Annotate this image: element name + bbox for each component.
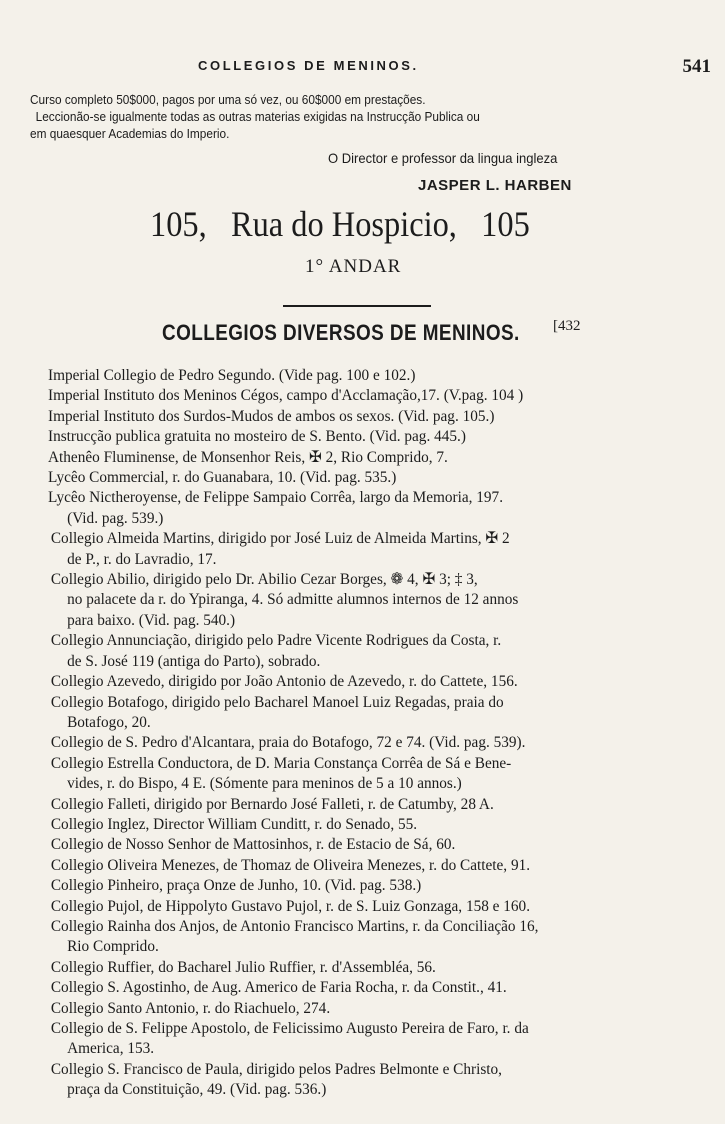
entry-continuation-line: de S. José 119 (antiga do Parto), sobrado. [67, 652, 321, 670]
page-number: 541 [682, 56, 711, 77]
school-entry [48, 693, 688, 734]
entry-line: Imperial Instituto dos Meninos Cégos, campo d'Acclamação,17. (V.pag. 104 ) [48, 387, 524, 405]
entry-line: Collegio Almeida Martins, dirigido por José Luiz de Almeida Martins, ✠ 2 [50, 530, 510, 548]
school-entry [48, 733, 688, 753]
entry-line: Collegio Santo Antonio, r. do Riachuelo, 274. [50, 999, 331, 1017]
entry-line: Collegio Oliveira Menezes, de Thomaz de Oliveira Menezes, r. do Cattete, 91. [50, 856, 531, 874]
ad-line: Leccionão-se igualmente todas as outras materias exigidas na Instrucção Publica ou [35, 110, 480, 124]
school-entry [48, 856, 688, 876]
section-reference: [432 [553, 318, 581, 334]
advertisement-text [30, 92, 690, 143]
school-entry [48, 958, 688, 978]
school-entry [48, 835, 688, 855]
entry-line: Lycêo Commercial, r. do Guanabara, 10. (Vid. pag. 535.) [48, 469, 397, 487]
entry-line: Imperial Collegio de Pedro Segundo. (Vide pag. 100 e 102.) [48, 367, 416, 384]
entry-continuation-line: America, 153. [67, 1040, 155, 1058]
entry-line: Collegio de S. Felippe Apostolo, de Felicissimo Augusto Pereira de Faro, r. da [50, 1020, 529, 1037]
entry-line: Collegio Pujol, de Hippolyto Gustavo Pujol, r. de S. Luiz Gonzaga, 158 e 160. [50, 897, 531, 915]
entry-line: Collegio Annunciação, dirigido pelo Padre Vicente Rodrigues da Costa, r. [50, 632, 502, 650]
entry-continuation-line: vides, r. do Bispo, 4 E. (Sómente para meninos de 5 a 10 annos.) [67, 775, 462, 793]
entry-continuation-line: de P., r. do Lavradio, 17. [67, 550, 217, 568]
entry-line: Lycêo Nictheroyense, de Felippe Sampaio Corrêa, largo da Memoria, 197. [48, 489, 504, 507]
school-entry [48, 366, 688, 386]
section-divider [283, 305, 431, 307]
school-entry [48, 468, 688, 488]
school-entry [48, 529, 688, 570]
entry-line: Collegio Abilio, dirigido pelo Dr. Abilio Cezar Borges, ❁ 4, ✠ 3; ‡ 3, [50, 571, 478, 589]
school-entry [48, 917, 688, 958]
school-entry [48, 795, 688, 815]
entry-continuation-line: para baixo. (Vid. pag. 540.) [67, 611, 236, 629]
director-role: O Director e professor da lingua ingleza [328, 150, 558, 166]
entry-continuation-line: (Vid. pag. 539.) [67, 509, 164, 527]
entry-line: Imperial Instituto dos Surdos-Mudos de ambos os sexos. (Vid. pag. 105.) [48, 407, 495, 425]
ad-line: em quaesquer Academias do Imperio. [30, 127, 230, 141]
ad-line: Curso completo 50$000, pagos por uma só vez, ou 60$000 em prestações. [30, 93, 426, 107]
entry-line: Collegio Botafogo, dirigido pelo Bacharel Manoel Luiz Regadas, praia do [50, 693, 504, 711]
school-address: 105, Rua do Hospicio, 105 [150, 204, 530, 244]
entry-continuation-line: no palacete da r. do Ypiranga, 4. Só admitte alumnos internos de 12 annos [67, 591, 519, 609]
school-entry [48, 754, 688, 795]
school-entry-list [48, 366, 688, 1101]
director-name: JASPER L. HARBEN [418, 177, 572, 194]
school-entry [48, 488, 688, 529]
school-entry [48, 427, 688, 447]
entry-line: Collegio Rainha dos Anjos, de Antonio Francisco Martins, r. da Conciliação 16, [50, 917, 539, 935]
entry-line: Instrucção publica gratuita no mosteiro de S. Bento. (Vid. pag. 445.) [48, 428, 466, 446]
entry-continuation-line: Rio Comprido. [67, 938, 159, 956]
floor-label: 1° ANDAR [305, 256, 402, 277]
entry-line: Collegio Ruffier, do Bacharel Julio Ruffier, r. d'Assembléa, 56. [50, 958, 436, 976]
school-entry [48, 876, 688, 896]
school-entry [48, 570, 688, 631]
entry-continuation-line: praça da Constituição, 49. (Vid. pag. 536.) [67, 1081, 327, 1099]
entry-line: Collegio de S. Pedro d'Alcantara, praia do Botafogo, 72 e 74. (Vid. pag. 539). [50, 734, 526, 752]
entry-line: Collegio de Nosso Senhor de Mattosinhos, r. de Estacio de Sá, 60. [50, 836, 456, 854]
running-head [0, 58, 725, 82]
entry-line: Collegio Falleti, dirigido por Bernardo José Falleti, r. de Catumby, 28 A. [50, 795, 494, 813]
entry-line: Collegio Estrella Conductora, de D. Maria Constança Corrêa de Sá e Bene- [50, 754, 512, 772]
school-entry [48, 815, 688, 835]
school-entry [48, 448, 688, 468]
school-entry [48, 999, 688, 1019]
school-entry [48, 1019, 688, 1060]
school-entry [48, 631, 688, 672]
entry-line: Collegio Azevedo, dirigido por João Antonio de Azevedo, r. do Cattete, 156. [50, 673, 518, 691]
entry-line: Athenêo Fluminense, de Monsenhor Reis, ✠ 2, Rio Comprido, 7. [48, 448, 448, 466]
school-entry [48, 978, 688, 998]
school-entry [48, 407, 688, 427]
school-entry [48, 386, 688, 406]
school-entry [48, 672, 688, 692]
school-entry [48, 897, 688, 917]
entry-continuation-line: Botafogo, 20. [67, 713, 151, 731]
school-entry [48, 1060, 688, 1101]
running-title: COLLEGIOS DE MENINOS. [198, 58, 419, 73]
entry-line: Collegio S. Francisco de Paula, dirigido pelos Padres Belmonte e Christo, [50, 1060, 502, 1078]
entry-line: Collegio S. Agostinho, de Aug. Americo de Faria Rocha, r. da Constit., 41. [50, 979, 507, 997]
entry-line: Collegio Inglez, Director William Cunditt, r. do Senado, 55. [50, 815, 418, 833]
entry-line: Collegio Pinheiro, praça Onze de Junho, 10. (Vid. pag. 538.) [50, 877, 422, 895]
section-title: COLLEGIOS DIVERSOS DE MENINOS. [162, 320, 520, 345]
